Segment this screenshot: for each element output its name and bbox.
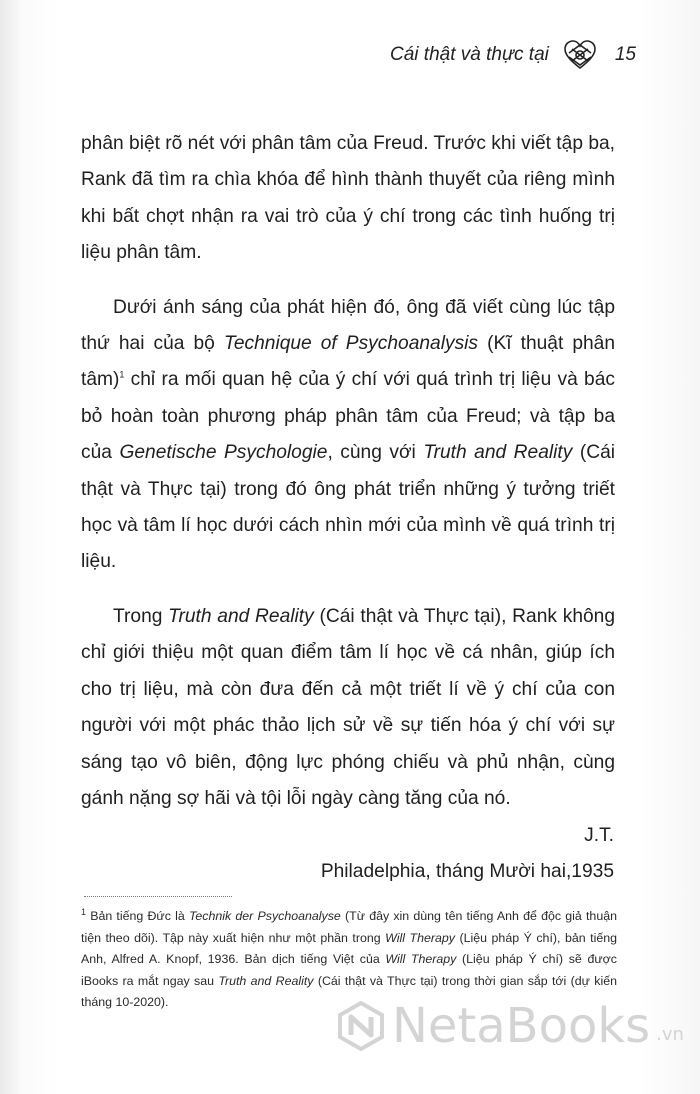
paragraph-3 — [81, 599, 615, 817]
signature-place-date: Philadelphia, tháng Mười hai,1935 — [320, 861, 614, 883]
paragraph-2-text: Dưới ánh sáng của phát hiện đó, ông đã viết cùng lúc tập thứ hai của bộ — [81, 296, 615, 355]
watermark-suffix: .vn — [656, 1024, 684, 1045]
main-text — [81, 126, 615, 817]
footnote-text: (Cái thật và Thực tại) trong thời gian sắp tới (dự kiến tháng 10-2020). — [81, 973, 617, 1010]
footnote-italic: Technik der Psychoanalyse — [188, 909, 341, 923]
running-header — [390, 40, 636, 70]
footnote-italic: Truth and Reality — [218, 973, 314, 988]
paragraph-2-text: , cùng với — [327, 442, 424, 464]
netabooks-logo-icon — [336, 1001, 386, 1051]
footnote-text: Bản tiếng Đức là — [86, 909, 189, 923]
footnote-divider — [84, 896, 232, 897]
paragraph-2 — [81, 290, 615, 581]
signature-initials: J.T. — [584, 825, 614, 846]
book-title-italic: Genetische Psychologie — [119, 442, 328, 464]
paragraph-2-text: (Cái thật và Thực tại) trong đó ông phát triển những ý tưởng triết học và tâm lí học dưới cách nhìn mới của mình về quá trình trị liệu. — [81, 442, 615, 573]
footnote-text: (Liệu pháp Ý chí) sẽ được iBooks ra mắt ngay sau — [81, 952, 617, 988]
footnote-italic: Will Therapy — [385, 952, 457, 967]
footnote-italic: Will Therapy — [385, 930, 455, 945]
paragraph-2-text: (Kĩ thuật phân tâm) — [81, 333, 616, 391]
page-number: 15 — [614, 44, 636, 65]
footnote-reference: 1 — [119, 370, 125, 381]
book-title-italic: Truth and Reality — [168, 605, 314, 627]
watermark-brand: NetaBooks — [392, 998, 651, 1054]
paragraph-3-text: Trong — [113, 605, 169, 627]
signature-block — [321, 818, 614, 891]
netabooks-watermark — [336, 998, 684, 1054]
footnote-marker: 1 — [81, 906, 87, 917]
paragraph-2-text: chỉ ra mối quan hệ của ý chí với quá trình trị liệu và bác bỏ hoàn toàn phương pháp phân tâm của Freud; và tập ba của — [81, 369, 615, 464]
book-title-italic: Technique of Psychoanalysis — [223, 333, 479, 355]
knot-heart-icon — [563, 40, 597, 70]
paragraph-3-text: (Cái thật và Thực tại), Rank không chỉ giới thiệu một quan điểm tâm lí học về cá nhân, giúp ích cho trị liệu, mà còn đưa đến cả một triết lí về ý chí của con người với một phác thảo lịch sử về sự tiến hóa ý chí với sự sáng tạo vô biên, động lực phóng chiếu và phủ nhận, cùng gánh nặng sợ hãi và tội lỗi ngày càng tăng của nó. — [81, 605, 615, 809]
footnote-text: (Từ đây xin dùng tên tiếng Anh để độc giả thuận tiện theo dõi). Tập này xuất hiện như một phần trong — [81, 909, 617, 945]
footnote-text: (Liệu pháp Ý chí), bản tiếng Anh, Alfred A. Knopf, 1936. Bản dịch tiếng Việt của — [81, 930, 617, 967]
paragraph-1 — [81, 126, 615, 272]
running-title: Cái thật và thực tại — [390, 44, 549, 65]
book-title-italic: Truth and Reality — [423, 442, 573, 464]
paragraph-1-text: phân biệt rõ nét với phân tâm của Freud. Trước khi viết tập ba, Rank đã tìm ra chìa khóa để hình thành thuyết của riêng mình khi bất chợt nhận ra vai trò của ý chí trong các tình huống trị liệu phân tâm. — [81, 133, 615, 264]
